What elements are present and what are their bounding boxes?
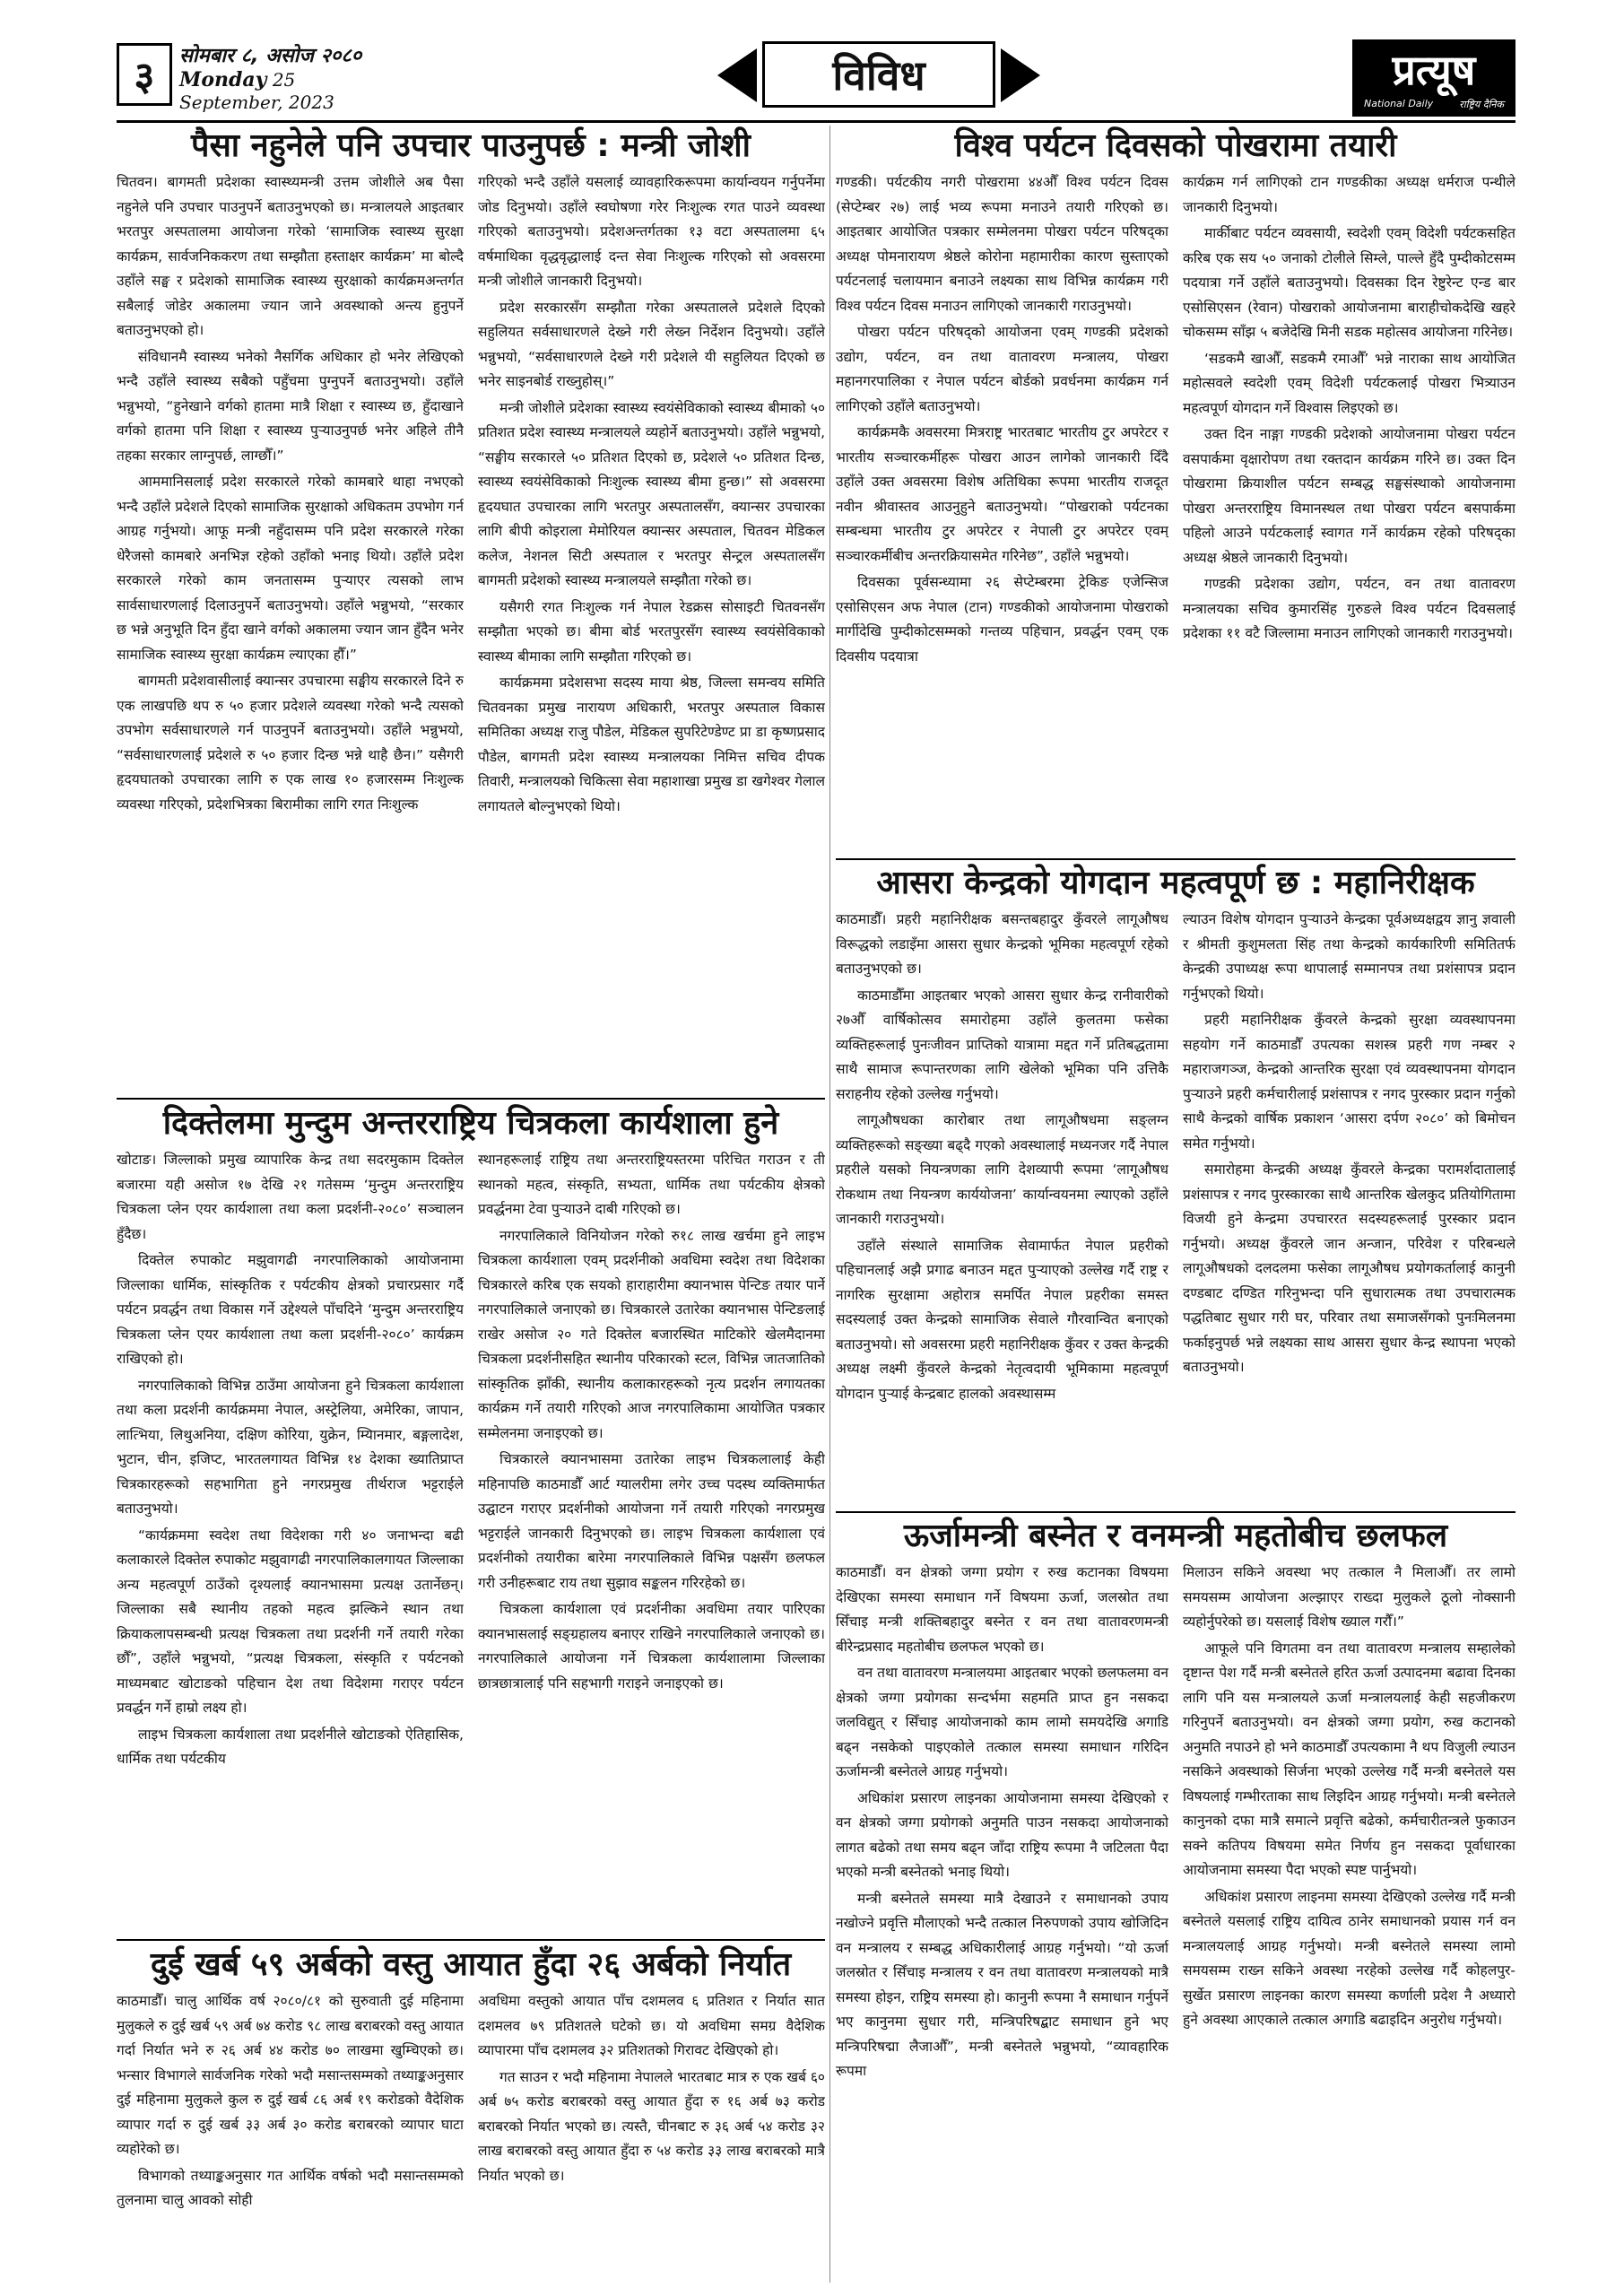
- horizontal-divider: [117, 1098, 825, 1100]
- article-art-workshop: [117, 1103, 825, 1937]
- logo-text: प्रत्यूष: [1392, 46, 1476, 94]
- article-health-minister: [117, 126, 825, 1096]
- horizontal-divider: [117, 1939, 825, 1941]
- paragraph: काठमाडौँमा आइतबार भएको आसरा सुधार केन्द्र रानीवारीको २७औँ वार्षिकोत्सव समारोहमा उहाँले कुलतमा फसेका व्यक्तिहरूलाई पुनःजीवन प्राप्तिको यात्रामा मद्दत गर्ने प्रतिबद्धतामा साथै सामाज रूपान्तरणका लागि खेलेको भूमिका पनि उत्तिकै सराहनीय रहेको उल्लेख गर्नुभयो।: [836, 987, 1168, 1102]
- paragraph: गत साउन र भदौ महिनामा नेपालले भारतबाट मात्र रु एक खर्ब ६० अर्ब ७५ करोड बराबरको वस्तु आयात हुँदा रु १६ अर्ब ७३ करोड बराबरको निर्यात भएको छ। त्यस्तै, चीनबाट रु ३६ अर्ब ५४ करोड ३२ लाख बराबरको वस्तु आयात हुँदा रु ५४ करोड ३३ लाख बराबरको मात्रै निर्यात भएको छ।: [478, 2068, 825, 2184]
- paragraph: कार्यक्रमकै अवसरमा मित्रराष्ट्र भारतबाट भारतीय टुर अपरेटर र भारतीय सञ्चारकर्मीहरू पोखरा आउन लागेको जानकारी दिँदै उहाँले उक्त अवसरमा विशेष अतिथिका रूपमा भारतीय राजदूत नवीन श्रीवास्तव आउनुहुने बताउनुभयो। “पोखराको पर्यटनका सम्बन्धमा भारतीय टुर अपरेटर र नेपाली टुर अपरेटर एवम् सञ्चारकर्मीबीच अन्तरक्रियासमेत गरिनेछ”, उहाँले भन्नुभयो।: [836, 424, 1168, 564]
- article-column-1: [117, 170, 464, 1092]
- paragraph: “कार्यक्रममा स्वदेश तथा विदेशका गरी ४० जनाभन्दा बढी कलाकारले दिक्तेल रुपाकोट मझुवागढी नगरपालिकालगायत जिल्लाका अन्य महत्वपूर्ण ठाउँको दृश्यलाई क्यानभासमा प्रत्यक्ष उतार्नेछन्। जिल्लाका सबै स्थानीय तहको महत्व झल्किने स्थान तथा क्रियाकलापसम्बन्धी प्रत्यक्ष चित्रकला तथा प्रदर्शनी गर्ने तयारी गरेका छौँ”, उहाँले भन्नुभयो, “प्रत्यक्ष चित्रकला, संस्कृति र पर्यटनको माध्यमबाट खोटाङको पहिचान देश तथा विदेशमा गराएर पर्यटन प्रवर्द्धन गर्ने हाम्रो लक्ष्य हो।: [117, 1526, 464, 1716]
- paragraph: लाइभ चित्रकला कार्यशाला तथा प्रदर्शनीले खोटाङको ऐतिहासिक, धार्मिक तथा पर्यटकीय: [117, 1726, 464, 1767]
- article-energy-forest-ministers: [836, 1516, 1515, 2283]
- paragraph: विभागको तथ्याङ्कअनुसार गत आर्थिक वर्षको भदौ मसान्तसम्मको तुलनामा चालु आवको सोही: [117, 2167, 464, 2208]
- arrow-right-icon: [1001, 48, 1040, 102]
- paragraph: मिलाउन सकिने अवस्था भए तत्काल नै मिलाऔँ। तर लामो समयसम्म आयोजना अल्झाएर राख्दा मुलुकले ठूलो नोक्सानी व्यहोर्नुपरेको छ। यसलाई विशेष ख्याल गरौँ।”: [1183, 1564, 1515, 1630]
- article-trade-deficit: [117, 1944, 825, 2283]
- paragraph: उक्त दिन नाङ्गा गण्डकी प्रदेशको आयोजनामा पोखरा पर्यटन वसपार्कमा वृक्षारोपण तथा रक्तदान कार्यक्रम गरिने छ। उक्त दिन पोखरामा क्रियाशील पर्यटन सम्बद्ध सङ्घसंस्थाको आयोजनामा पोखरा अन्तरराष्ट्रिय विमानस्थल तथा पोखरा पर्यटन बसपार्कमा पहिलो आउने पर्यटकलाई स्वागत गर्ने कार्यक्रम रहेको परिषद्का अध्यक्ष श्रेष्ठले जानकारी दिनुभयो।: [1183, 426, 1515, 566]
- article-headline: दुई खर्ब ५९ अर्बको वस्तु आयात हुँदा २६ अर्बको निर्यात: [150, 1946, 792, 1983]
- paragraph: आममानिसलाई प्रदेश सरकारले गरेको कामबारे थाहा नभएको भन्दै उहाँले प्रदेशले दिएको सामाजिक सुरक्षाको अधिकतम उपभोग गर्न आग्रह गर्नुभयो। आफू मन्त्री नहुँदासम्म पनि प्रदेश सरकारले गरेका धेरैजसो कामबारे अनभिज्ञ रहेको उहाँको भनाइ थियो। उहाँले प्रदेश सरकारले गरेको काम जनतासम्म पुऱ्याएर त्यसको लाभ सार्वसाधारणलाई दिलाउनुपर्ने बताउनुभयो। उहाँले भन्नुभयो, “सरकार छ भन्ने अनुभूति दिन हुँदा खाने वर्गको अकालमा ज्यान जान हुँदैन भनेर सामाजिक स्वास्थ्य सुरक्षा कार्यक्रम ल्याएका हौँ।”: [117, 474, 464, 663]
- article-column-1: [836, 170, 1168, 852]
- article-column-1: [836, 908, 1168, 1505]
- horizontal-divider: [836, 1511, 1515, 1513]
- article-column-2: [478, 1989, 825, 2278]
- paragraph: अवधिमा वस्तुको आयात पाँच दशमलव ६ प्रतिशत र निर्यात सात दशमलव ७९ प्रतिशतले घटेको छ। यो अवधिमा समग्र वैदेशिक व्यापारमा पाँच दशमलव ३२ प्रतिशतको गिरावट देखिएको हो।: [478, 1993, 825, 2058]
- arrow-left-icon: [717, 48, 757, 102]
- newspaper-logo: [1352, 39, 1515, 117]
- paragraph: अधिकांश प्रसारण लाइनका आयोजनामा समस्या देखिएको र वन क्षेत्रको जग्गा प्रयोगको अनुमति पाउन नसकदा आयोजनाको लागत बढेको तथा समय बढ्न जाँदा राष्ट्रिय रूपमा नै जटिलता पैदा भएको मन्त्री बस्नेतको भनाइ थियो।: [836, 1789, 1168, 1880]
- paragraph: लागूऔषधका कारोबार तथा लागूऔषधमा सङ्लग्न व्यक्तिहरूको सङ्ख्या बढ्दै गएको अवस्थालाई मध्यनजर गर्दै नेपाल प्रहरीले यसको नियन्त्रणका लागि देशव्यापी रूपमा ‘लागूऔषध रोकथाम तथा नियन्त्रण कार्ययोजना’ कार्यान्वयनमा ल्याएको उहाँले जानकारी गराउनुभयो।: [836, 1112, 1168, 1227]
- date-value: 25 September, 2023: [179, 69, 334, 113]
- paragraph: नगरपालिकाले विनियोजन गरेको रु१८ लाख खर्चमा हुने लाइभ चित्रकला कार्यशाला एवम् प्रदर्शनीको अवधिमा स्वदेश तथा विदेशका चित्रकारले करिब एक सयको हाराहारीमा क्यानभास पेन्टिङ तयार पार्ने नगरपालिकाले जनाएको छ। चित्रकारले उतारेका क्यानभास पेन्टिङलाई राखेर असोज २० गते दिक्तेल बजारस्थित माटिकोरे खेलमैदानमा चित्रकला प्रदर्शनीसहित स्थानीय परिकारको स्टल, विभिन्न जातजातिको सांस्कृतिक झाँकी, स्थानीय कलाकारहरूको नृत्य प्रदर्शन लगायतका कार्यक्रम गर्ने तयारी गरिएको आज नगरपालिकामा आयोजित पत्रकार सम्मेलनमा जनाइएको छ।: [478, 1227, 825, 1441]
- paragraph: गण्डकी। पर्यटकीय नगरी पोखरामा ४४औँ विश्व पर्यटन दिवस (सेप्टेम्बर २७) लाई भव्य रूपमा मनाउने तयारी गरिएको छ। आइतबार आयोजित पत्रकार सम्मेलनमा पोखरा पर्यटन परिषद्का अध्यक्ष पोमनारायण श्रेष्ठले कोरोना महामारीका कारण सुस्ताएको पर्यटनलाई चलायमान बनाउने लक्ष्यका साथ विभिन्न कार्यक्रम गरी विश्व पर्यटन दिवस मनाउन लागिएको जानकारी गराउनुभयो।: [836, 174, 1168, 314]
- paragraph: दिक्तेल रुपाकोट मझुवागढी नगरपालिकाको आयोजनामा जिल्लाका धार्मिक, सांस्कृतिक र पर्यटकीय क्षेत्रको प्रचारप्रसार गर्दै पर्यटन प्रवर्द्धन तथा विकास गर्ने उद्देश्यले पाँचदिने ‘मुन्दुम अन्तरराष्ट्रिय चित्रकला प्लेन एयर कार्यशाला तथा कला प्रदर्शनी-२०८०’ कार्यक्रम राखिएको हो।: [117, 1252, 464, 1367]
- masthead: [117, 39, 1515, 118]
- paragraph: यसैगरी रगत निःशुल्क गर्न नेपाल रेडक्रस सोसाइटी चितवनसँग सम्झौता भएको छ। बीमा बोर्ड भरतपुरसँग स्वास्थ्य स्वयंसेविकाको स्वास्थ्य बीमाका लागि सम्झौता गरिएको छ।: [478, 598, 825, 665]
- paragraph: पोखरा पर्यटन परिषद्को आयोजना एवम् गण्डकी प्रदेशको उद्योग, पर्यटन, वन तथा वातावरण मन्त्रालय, पोखरा महानगरपालिका र नेपाल पर्यटन बोर्डको प्रवर्धनमा कार्यक्रम गर्न लागिएको उहाँले बताउनुभयो।: [836, 324, 1168, 414]
- article-headline: ऊर्जामन्त्री बस्नेत र वनमन्त्री महतोबीच छलफल: [903, 1518, 1448, 1554]
- article-headline: पैसा नहुनेले पनि उपचार पाउनुपर्छ : मन्त्री जोशी: [191, 127, 751, 164]
- logo-subtitle: [1355, 98, 1513, 111]
- article-headline: विश्व पर्यटन दिवसको पोखरामा तयारी: [954, 127, 1397, 164]
- article-column-2: [1183, 1561, 1515, 2278]
- paragraph: आफूले पनि विगतमा वन तथा वातावरण मन्त्रालय सम्हालेको दृष्टान्त पेश गर्दै मन्त्री बस्नेतले हरित ऊर्जा उत्पादनमा बढावा दिनका लागि पनि यस मन्त्रालयले ऊर्जा मन्त्रालयलाई केही सहजीकरण गरिनुपर्ने बताउनुभयो। वन क्षेत्रको जग्गा प्रयोग, रुख कटानको अनुमति नपाउने हो भने काठमाडौँ उपत्यकामा नै थप विजुली ल्याउन नसकिने अवस्थाको सिर्जना भएको उल्लेख गर्दै मन्त्री बस्नेतले यस विषयलाई गम्भीरताका साथ लिइदिन आग्रह गर्नुभयो। मन्त्री बस्नेतले कानुनको दफा मात्रै समात्ने प्रवृत्ति बढेको, कर्मचारीतन्त्रले फुकाउन सक्ने कतिपय विषयमा समेत निर्णय हुन नसकदा पूर्वाधारका आयोजनामा समस्या पैदा भएको स्पष्ट पार्नुभयो।: [1183, 1639, 1515, 1878]
- article-column-2: [478, 1148, 825, 1934]
- article-headline: आसरा केन्द्रको योगदान महत्वपूर्ण छ : महानिरीक्षक: [876, 865, 1475, 901]
- paragraph: काठमाडौँ। वन क्षेत्रको जग्गा प्रयोग र रुख कटानका विषयमा देखिएका समस्या समाधान गर्ने विषयमा ऊर्जा, जलस्रोत तथा सिँचाइ मन्त्री शक्तिबहादुर बस्नेत र वन तथा वातावरणमन्त्री बीरेन्द्रप्रसाद महतोबीच छलफल भएको छ।: [836, 1564, 1168, 1655]
- paragraph: संविधानमै स्वास्थ्य भनेको नैसर्गिक अधिकार हो भनेर लेखिएको भन्दै उहाँले स्वास्थ्य सबैको पहुँचमा पुग्नुपर्ने बताउनुभयो। उहाँले भन्नुभयो, “हुनेखाने वर्गको हातमा मात्रै शिक्षा र स्वास्थ्य छ, हुँदाखाने वर्गको हातमा पनि शिक्षा र स्वास्थ्य पुऱ्याउनुपर्छ भनेर अहिले तीनै तहका सरकार लाग्नुपर्छ, लाग्छौँ।”: [117, 348, 464, 464]
- article-column-2: [1183, 908, 1515, 1505]
- masthead-rule: [117, 120, 1515, 123]
- article-column-2: [1183, 170, 1515, 852]
- article-asara-center: [836, 863, 1515, 1509]
- paragraph: मन्त्री बस्नेतले समस्या मात्रै देखाउने र समाधानको उपाय नखोज्ने प्रवृत्ति मौलाएको भन्दै तत्काल निरुपणको उपाय खोजिदिन वन मन्त्रालय र सम्बद्ध अधिकारीलाई आग्रह गर्नुभयो। “यो ऊर्जा जलस्रोत र सिँचाइ मन्त्रालय र वन तथा वातावरण मन्त्रालयको मात्रै समस्या होइन, राष्ट्रिय समस्या हो। कानुनी रूपमा नै समाधान गर्नुपर्ने भए कानुनमा सुधार गरी, मन्त्रिपरिषद्बाट समाधान हुने भए मन्त्रिपरिषद्मा लैजाऔँ”, मन्त्री बस्नेतले भन्नुभयो, “व्यावहारिक रूपमा: [836, 1890, 1168, 2079]
- section-title: विविध: [762, 41, 995, 108]
- paragraph: कार्यक्रममा प्रदेशसभा सदस्य माया श्रेष्ठ, जिल्ला समन्वय समिति चितवनका प्रमुख नारायण अधिकारी, भरतपुर अस्पताल विकास समितिका अध्यक्ष राजु पौडेल, मेडिकल सुपरिटेण्डेण्ट प्रा डा कृष्णप्रसाद पौडेल, बागमती प्रदेश स्वास्थ्य मन्त्रालयका निमित्त सचिव दीपक तिवारी, मन्त्रालयको चिकित्सा सेवा महाशाखा प्रमुख डा खगेश्वर गेलाल लगायतले बोल्नुभएको थियो।: [478, 674, 825, 814]
- logo-sub-np: राष्ट्रिय दैनिक: [1459, 99, 1504, 110]
- paragraph: बागमती प्रदेशवासीलाई क्यान्सर उपचारमा सङ्घीय सरकारले दिने रु एक लाखपछि थप रु ५० हजार प्रदेशले व्यवस्था गरेको भन्दै त्यसको उपभोग सर्वसाधारणले गर्न पाउनुपर्ने बताउनुभयो। उहाँले भन्नुभयो, “सर्वसाधारणलाई प्रदेशले रु ५० हजार दिन्छ भन्ने थाहै छैन।” यसैगरी हृदयघातको उपचारका लागि रु एक लाख १० हजारसम्म निःशुल्क व्यवस्था गरिएको, प्रदेशभित्रका बिरामीका लागि रगत निःशुल्क: [117, 673, 464, 813]
- paragraph: अधिकांश प्रसारण लाइनमा समस्या देखिएको उल्लेख गर्दै मन्त्री बस्नेतले यसलाई राष्ट्रिय दायित्व ठानेर समाधानको प्रयास गर्न वन मन्त्रालयलाई आग्रह गर्नुभयो। मन्त्री बस्नेतले समस्या लामो समयसम्म राख्न सकिने अवस्था नरहेको उल्लेख गर्दै कोहलपुर-सुर्खेत प्रसारण लाइनका कारण समस्या कर्णाली प्रदेश नै अध्यारो हुने अवस्था आएकाले तत्काल अगाडि बढाइदिन अनुरोध गर्नुभयो।: [1183, 1888, 1515, 2028]
- section-banner: [699, 39, 1058, 113]
- date-day: Monday: [179, 68, 267, 91]
- article-headline: दिक्तेलमा मुन्दुम अन्तरराष्ट्रिय चित्रकला कार्यशाला हुने: [162, 1105, 779, 1142]
- page-number: ३: [117, 43, 172, 106]
- paragraph: ल्याउन विशेष योगदान पुऱ्याउने केन्द्रका पूर्वअध्यक्षद्वय ज्ञानु ज्ञवाली र श्रीमती कुशुमलता सिंह तथा केन्द्रको कार्यकारिणी समितितर्फ केन्द्रकी उपाध्यक्ष रूपा थापालाई सम्मानपत्र तथा प्रशंसापत्र प्रदान गर्नुभएको थियो।: [1183, 911, 1515, 1002]
- paragraph: काठमाडौँ। चालु आर्थिक वर्ष २०८०/८१ को सुरुवाती दुई महिनामा मुलुकले रु दुई खर्ब ५९ अर्ब ७४ करोड ९८ लाख बराबरको वस्तु आयात गर्दा निर्यात भने रु २६ अर्ब ४४ करोड ७० लाखमा खुम्चिएको छ। भन्सार विभागले सार्वजनिक गरेको भदौ मसान्तसम्मको तथ्याङ्कअनुसार दुई महिनामा मुलुकले कुल रु दुई खर्ब ८६ अर्ब १९ करोडको वैदेशिक व्यापार गर्दा रु दुई खर्ब ३३ अर्ब ३० करोड बराबरको व्यापार घाटा व्यहोरेको छ।: [117, 1993, 464, 2157]
- date-nepali: सोमबार ८, असोज २०८०: [179, 45, 362, 67]
- date-box: [179, 41, 404, 113]
- paragraph: वन तथा वातावरण मन्त्रालयमा आइतबार भएको छलफलमा वन क्षेत्रको जग्गा प्रयोगका सन्दर्भमा सहमति प्राप्त हुन नसकदा जलविद्युत् र सिँचाइ आयोजनाको काम लामो समयदेखि अगाडि बढ्न नसकेको पाइएकोले तत्काल समस्या समाधान गरिदिन ऊर्जामन्त्री बस्नेतले आग्रह गर्नुभयो।: [836, 1665, 1168, 1779]
- article-column-1: [117, 1989, 464, 2278]
- date-english: [179, 68, 404, 113]
- paragraph: खोटाङ। जिल्लाको प्रमुख व्यापारिक केन्द्र तथा सदरमुकाम दिक्तेल बजारमा यही असोज १७ देखि २१ गतेसम्म ‘मुन्दुम अन्तरराष्ट्रिय चित्रकला प्लेन एयर कार्यशाला तथा कला प्रदर्शनी-२०८०’ सञ्चालन हुँदैछ।: [117, 1152, 464, 1242]
- logo-sub-en: National Daily: [1364, 98, 1434, 109]
- paragraph: कार्यक्रम गर्न लागिएको टान गण्डकीका अध्यक्ष धर्मराज पन्थीले जानकारी दिनुभयो।: [1183, 174, 1515, 215]
- article-column-1: [117, 1148, 464, 1934]
- article-tourism-day: [836, 126, 1515, 857]
- paragraph: ‘सडकमै खाऔँ, सडकमै रमाऔँ’ भन्ने नाराका साथ आयोजित महोत्सवले स्वदेशी एवम् विदेशी पर्यटकलाई पोखरा भित्र्याउन महत्वपूर्ण योगदान गर्ने विश्वास लिइएको छ।: [1183, 350, 1515, 416]
- paragraph: प्रदेश सरकारसँग सम्झौता गरेका अस्पतालले प्रदेशले दिएको सहुलियत सर्वसाधारणले देख्ने गरी लेख्न निर्देशन दिनुभयो। उहाँले भन्नुभयो, “सर्वसाधारणले देख्ने गरी प्रदेशले यी सहुलियत दिएको छ भनेर साइनबोर्ड राख्नुहोस्।”: [478, 299, 825, 389]
- paragraph: उहाँले संस्थाले सामाजिक सेवामार्फत नेपाल प्रहरीको पहिचानलाई अझै प्रगाढ बनाउन मद्दत पुऱ्याएको उल्लेख गर्दै राष्ट्र र नागरिक सुरक्षामा अहोरात्र समर्पित नेपाल प्रहरीका समस्त सदस्यलाई उक्त केन्द्रको सामाजिक सेवाले गौरवान्वित बनाएको बताउनुभयो। सो अवसरमा प्रहरी महानिरीक्षक कुँवर र उक्त केन्द्रकी अध्यक्ष लक्ष्मी कुँवरले केन्द्रको नेतृत्वदायी भूमिकामा महत्वपूर्ण योगदान पुऱ्याई केन्द्रबाट हालको अवस्थासम्म: [836, 1237, 1168, 1402]
- paragraph: गण्डकी प्रदेशका उद्योग, पर्यटन, वन तथा वातावरण मन्त्रालयका सचिव कुमारसिंह गुरुङले विश्व पर्यटन दिवसलाई प्रदेशका ११ वटै जिल्लामा मनाउन लागिएको जानकारी गराउनुभयो।: [1183, 576, 1515, 641]
- paragraph: मन्त्री जोशीले प्रदेशका स्वास्थ्य स्वयंसेविकाको स्वास्थ्य बीमाको ५० प्रतिशत प्रदेश स्वास्थ्य मन्त्रालयले व्यहोर्ने बताउनुभयो। उहाँले भन्नुभयो, “सङ्घीय सरकारले ५० प्रतिशत दिएको छ, प्रदेशले ५० प्रतिशत दिन्छ, स्वास्थ्य स्वयंसेविकाको निःशुल्क स्वास्थ्य बीमा हुन्छ।” सो अवसरमा हृदयघात उपचारका लागि भरतपुर अस्पतालसँग, क्यान्सर उपचारका लागि बीपी कोइराला मेमोरियल क्यान्सर अस्पताल, चितवन मेडिकल कलेज, नेशनल सिटी अस्पताल र भरतपुर सेन्ट्रल अस्पतालसँग बागमती प्रदेशको स्वास्थ्य मन्त्रालयले सम्झौता गरेको छ।: [478, 399, 825, 588]
- horizontal-divider: [836, 858, 1515, 860]
- article-column-2: [478, 170, 825, 1092]
- paragraph: मार्कीबाट पर्यटन व्यवसायी, स्वदेशी एवम् विदेशी पर्यटकसहित करिब एक सय ५० जनाको टोलीले सिम्ले, पाल्ले हुँदै पुम्दीकोटसम्म पदयात्रा गर्ने उहाँले बताउनुभयो। दिवसका दिन रेष्टुरेन्ट एन्ड बार एसोसिएसन (रेवान) पोखराको आयोजनामा बाराहीचोकदेखि खहरे चोकसम्म साँझ ५ बजेदेखि मिनी सडक महोत्सव आयोजना गरिनेछ।: [1183, 225, 1515, 340]
- paragraph: प्रहरी महानिरीक्षक कुँवरले केन्द्रको सुरक्षा व्यवस्थापनमा सहयोग गर्ने काठमाडौँ उपत्यका सशस्त्र प्रहरी गण नम्बर २ महाराजगञ्ज, केन्द्रको आन्तरिक सुरक्षा एवं व्यवस्थापनमा योगदान पुऱ्याउने प्रहरी कर्मचारीलाई प्रशंसापत्र र नगद पुरस्कार प्रदान गर्नुको साथै केन्द्रको वार्षिक प्रकाशन ‘आसरा दर्पण २०८०’ को बिमोचन समेत गर्नुभयो।: [1183, 1012, 1515, 1152]
- vertical-divider: [829, 126, 830, 2283]
- paragraph: काठमाडौँ। प्रहरी महानिरीक्षक बसन्तबहादुर कुँवरले लागूऔषध विरूद्धको लडाइँमा आसरा सुधार केन्द्रको भूमिका महत्वपूर्ण रहेको बताउनुभएको छ।: [836, 911, 1168, 977]
- paragraph: नगरपालिकाको विभिन्न ठाउँमा आयोजना हुने चित्रकला कार्यशाला तथा कला प्रदर्शनी कार्यक्रममा नेपाल, अस्ट्रेलिया, अमेरिका, जापान, लात्भिया, लिथुअनिया, दक्षिण कोरिया, युक्रेन, म्यिानमार, बङ्गलादेश, भुटान, चीन, इजिप्ट, भारतलगायत विभिन्न १४ देशका ख्यातिप्राप्त चित्रकारहरूको सहभागिता हुने नगरप्रमुख तीर्थराज भट्टराईले बताउनुभयो।: [117, 1377, 464, 1517]
- paragraph: चितवन। बागमती प्रदेशका स्वास्थ्यमन्त्री उत्तम जोशीले अब पैसा नहुनेले पनि उपचार पाउनुपर्ने बताउनुभएको छ। मन्त्रालयले आइतबार भरतपुर अस्पतालमा आयोजना गरेको ‘सामाजिक स्वास्थ्य सुरक्षा कार्यक्रम, सार्वजनिककरण तथा सम्झौता हस्ताक्षर कार्यक्रम’ मा बोल्दै उहाँले सङ्घ र प्रदेशको सामाजिक स्वास्थ्य सुरक्षाको कार्यक्रमअन्तर्गत सबैलाई जोडेर अकालमा ज्यान जाने अवस्थाको अन्त्य हुनुपर्ने बताउनुभएको हो।: [117, 174, 464, 338]
- paragraph: दिवसका पूर्वसन्ध्यामा २६ सेप्टेम्बरमा ट्रेकिङ एजेन्सिज एसोसिएसन अफ नेपाल (टान) गण्डकीको आयोजनामा पोखराको मार्गीदेखि पुम्दीकोटसम्मको गन्तव्य पहिचान, प्रवर्द्धन एवम् एक दिवसीय पदयात्रा: [836, 574, 1168, 665]
- article-column-1: [836, 1561, 1168, 2278]
- paragraph: स्थानहरूलाई राष्ट्रिय तथा अन्तरराष्ट्रियस्तरमा परिचित गराउन र ती स्थानको महत्व, संस्कृति, सभ्यता, धार्मिक तथा पर्यटकीय क्षेत्रको प्रवर्द्धनमा टेवा पुऱ्याउने दाबी गरिएको छ।: [478, 1152, 825, 1217]
- paragraph: चित्रकारले क्यानभासमा उतारेका लाइभ चित्रकलालाई केही महिनापछि काठमाडौँ आर्ट ग्यालरीमा लगेर उच्च पदस्थ व्यक्तिमार्फत उद्घाटन गराएर प्रदर्शनीको आयोजना गर्ने तयारी गरिएको नगरप्रमुख भट्टराईले जानकारी दिनुभएको छ। लाइभ चित्रकला कार्यशाला एवं प्रदर्शनीको तयारीका बारेमा नगरपालिकाले विभिन्न पक्षसँग छलफल गरी उनीहरूबाट राय तथा सुझाव सङ्कलन गरिरहेको छ।: [478, 1451, 825, 1591]
- paragraph: समारोहमा केन्द्रकी अध्यक्ष कुँवरले केन्द्रका परामर्शदातालाई प्रशंसापत्र र नगद पुरस्कारका साथै आन्तरिक खेलकुद प्रतियोगितामा विजयी हुने केन्द्रमा उपचाररत सदस्यहरूलाई पुरस्कार प्रदान गर्नुभयो। अध्यक्ष कुँवरले जान अन्जान, परिवेश र परिबन्धले लागूऔषधको दलदलमा फसेका लागूऔषध प्रयोगकर्तालाई कानुनी दण्डबाट दण्डित गरिनुभन्दा पनि सुधारात्मक तथा उपचारात्मक पद्धतिबाट सुधार गरी घर, परिवार तथा समाजसँगको पुनःमिलनमा फर्काइनुपर्छ भन्ने लक्ष्यका साथ आसरा सुधार केन्द्र स्थापना भएको बताउनुभयो।: [1183, 1161, 1515, 1375]
- paragraph: गरिएको भन्दै उहाँले यसलाई व्यावहारिकरूपमा कार्यान्वयन गर्नुपर्नेमा जोड दिनुभयो। उहाँले स्वघोषणा गरेर निःशुल्क रगत पाउने व्यवस्था गरिएको बताउनुभयो। प्रदेशअन्तर्गतका १३ वटा अस्पतालमा ६५ वर्षमाथिका वृद्धवृद्धालाई दन्त सेवा निःशुल्क गरिएको सो अवसरमा मन्त्री जोशीले जानकारी दिनुभयो।: [478, 174, 825, 289]
- paragraph: चित्रकला कार्यशाला एवं प्रदर्शनीका अवधिमा तयार पारिएका क्यानभासलाई सङ्ग्रहालय बनाएर राखिने नगरपालिकाले जनाएको छ। नगरपालिकाले आयोजना गर्ने चित्रकला कार्यशालामा जिल्लाका छात्रछात्रालाई पनि सहभागी गराइने जनाइएको छ।: [478, 1601, 825, 1692]
